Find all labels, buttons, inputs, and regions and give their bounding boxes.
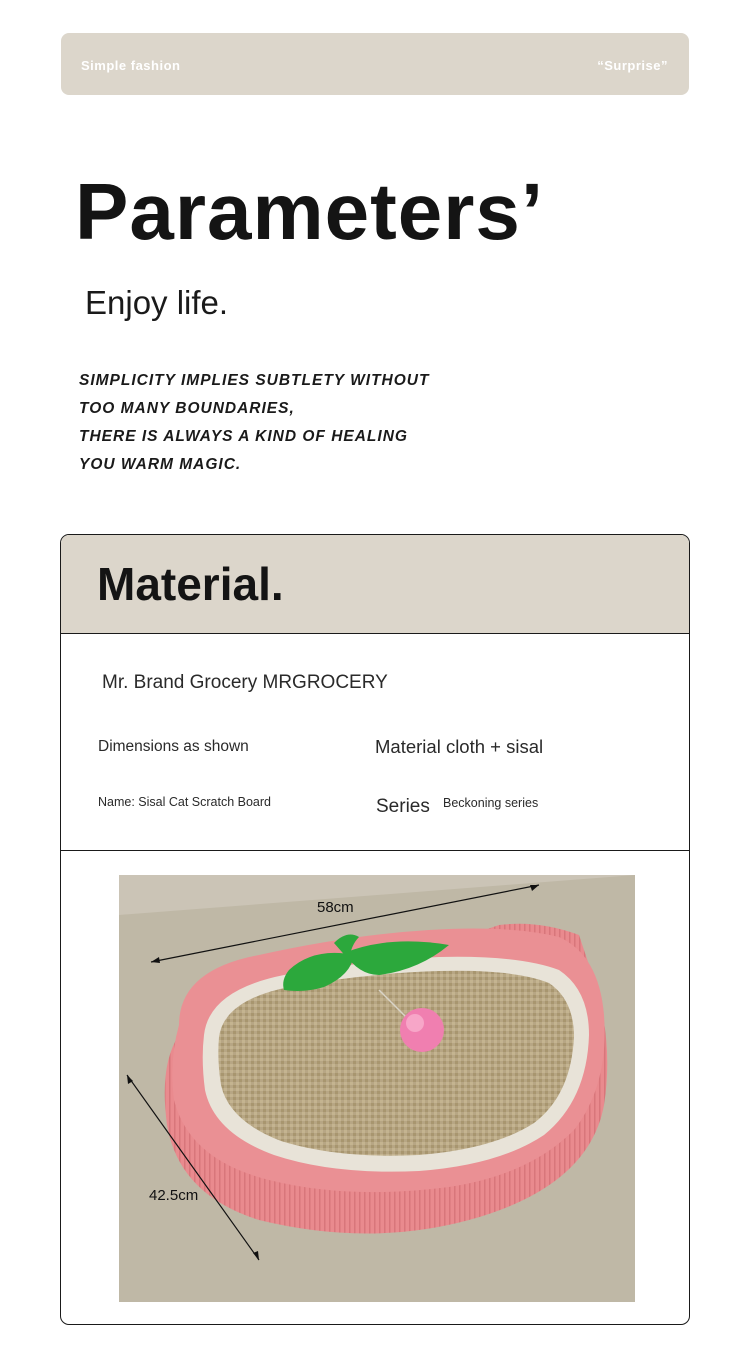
dimensions-text: Dimensions as shown [98,738,249,755]
tagline-line: THERE IS ALWAYS A KIND OF HEALING [79,428,408,445]
banner-left-text: Simple fashion [81,58,181,73]
page-subhead: Enjoy life. [85,284,229,321]
tagline [79,370,429,482]
depth-label: 42.5cm [149,1187,199,1204]
material-card-header [61,535,689,634]
tagline-line: YOU WARM MAGIC. [79,456,242,473]
product-photo [119,875,635,1302]
material-text: Material cloth + sisal [375,736,544,757]
pompom-highlight [406,1014,424,1032]
width-label: 58cm [317,899,354,916]
material-card [60,534,690,1325]
sisal-pad [218,971,574,1156]
product-name-text: Name: Sisal Cat Scratch Board [98,795,271,809]
pompom [400,1008,444,1052]
brand-text: Mr. Brand Grocery MRGROCERY [102,672,388,693]
tagline-line: TOO MANY BOUNDARIES, [79,400,295,417]
top-banner [61,33,689,95]
banner-right-text: “Surprise” [597,58,668,73]
series-value: Beckoning series [443,796,539,810]
material-title: Material. [97,558,284,610]
card-divider [61,850,689,851]
series-label: Series [376,796,430,817]
tagline-line: SIMPLICITY IMPLIES SUBTLETY WITHOUT [79,372,430,389]
page-headline: Parameters’ [75,167,545,256]
